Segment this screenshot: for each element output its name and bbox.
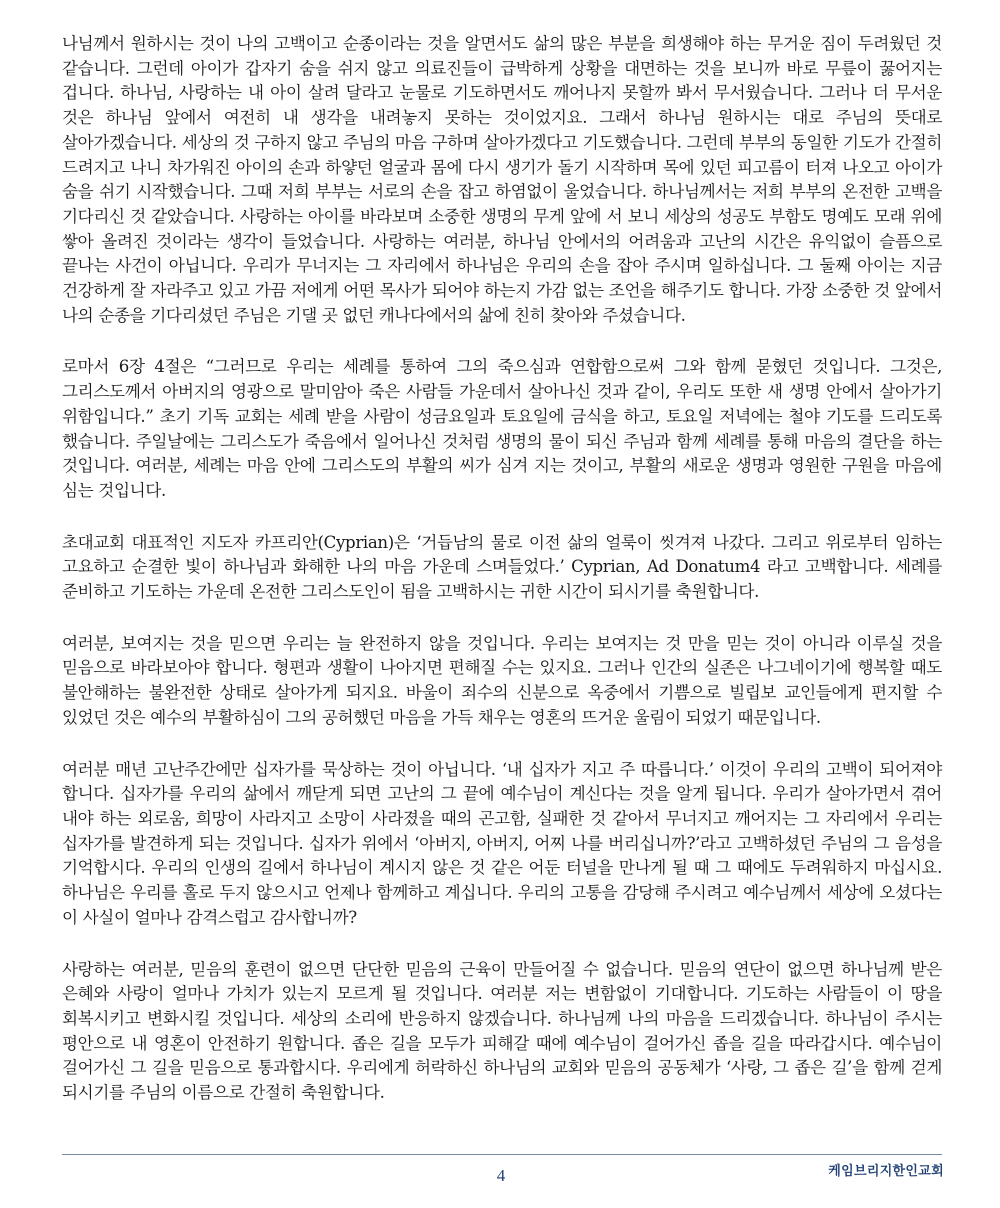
paragraph-2: 로마서 6장 4절은 “그러므로 우리는 세례를 통하여 그의 죽으심과 연합함으로써 그와 함께 묻혔던 것입니다. 그것은, 그리스도께서 아버지의 영광으로 말미암아 죽은 사람들 가운데서 살아나신 것과 같이, 우리도 또한 새 생명 안에서 살아가기 위함입니다.” 초기 기독 교회는 세례 받을 사람이 성금요일과 토요일에 금식을 하고, 토요일 저녁에는 철야 기도를 드리도록 했습니다. 주일날에는 그리스도가 죽음에서 일어나신 것처럼 생명의 물이 되신 주님과 함께 세례를 통해 마음의 결단을 하는 것입니다. 여러분, 세례는 마음 안에 그리스도의 부활의 씨가 심겨 지는 것이고, 부활의 새로운 생명과 영원한 구원을 마음에 심는 것입니다. [62,357,942,500]
paragraph-4: 여러분, 보여지는 것을 믿으면 우리는 늘 완전하지 않을 것입니다. 우리는 보여지는 것 만을 믿는 것이 아니라 이루실 것을 믿음으로 바라보아야 합니다. 형편과 생활이 나아지면 편해질 수는 있지요. 그러나 인간의 실존은 나그네이기에 행복할 때도 불안해하는 불완전한 상태로 살아가게 되지요. 바울이 죄수의 신분으로 옥중에서 기쁨으로 빌립보 교인들에게 편지할 수 있었던 것은 예수의 부활하심이 그의 공허했던 마음을 가득 채우는 영혼의 뜨거운 울림이 되었기 때문입니다. [62,633,942,727]
paragraph-3: 초대교회 대표적인 지도자 카프리안(Cyprian)은 ‘거듭남의 물로 이전 삶의 얼룩이 씻겨져 나갔다. 그리고 위로부터 임하는 고요하고 순결한 빛이 하나님과 화해한 나의 마음 가운데 스며들었다.’ Cyprian, Ad Donatum4 라고 고백합니다. 세례를 준비하고 기도하는 가운데 온전한 그리스도인이 됨을 고백하시는 귀한 시간이 되시기를 축원합니다. [62,532,942,602]
church-name: 케임브리지한인교회 [828,1164,944,1179]
paragraph-6: 사랑하는 여러분, 믿음의 훈련이 없으면 단단한 믿음의 근육이 만들어질 수 없습니다. 믿음의 연단이 없으면 하나님께 받은 은혜와 사랑이 얼마나 가치가 있는지 모르게 될 것입니다. 여러분 저는 변함없이 기대합니다. 기도하는 사람들이 이 땅을 회복시키고 변화시킬 것입니다. 세상의 소리에 반응하지 않겠습니다. 하나님께 나의 마음을 드리겠습니다. 하나님이 주시는 평안으로 내 영혼이 안전하기 원합니다. 좁은 길을 모두가 피해갈 때에 예수님이 걸어가신 좁을 길을 따라갑시다. 예수님이 걸어가신 그 길을 믿음으로 통과합시다. 우리에게 허락하신 하나님의 교회와 믿음의 공동체가 ‘사랑, 그 좁은 길’을 함께 걷게 되시기를 주님의 이름으로 간절히 축원합니다. [62,959,942,1103]
document-body [62,32,942,1106]
page-number: 4 [496,1166,506,1185]
footer-divider [62,1154,942,1155]
paragraph-1: 나님께서 원하시는 것이 나의 고백이고 순종이라는 것을 알면서도 삶의 많은 부분을 희생해야 하는 무거운 짐이 두려웠던 것 같습니다. 그런데 아이가 갑자기 숨을 쉬지 않고 의료진들이 급박하게 상황을 대면하는 것을 보니까 바로 무릎이 꿇어지는 겁니다. 하나님, 사랑하는 내 아이 살려 달라고 눈물로 기도하면서도 깨어나지 못할까 봐서 무서웠습니다. 그러나 더 무서운 것은 하나님 앞에서 여전히 내 생각을 내려놓지 못하는 것이었지요. 그래서 하나님 원하시는 대로 주님의 뜻대로 살아가겠습니다. 세상의 것 구하지 않고 주님의 마음 구하며 살아가겠다고 기도했습니다. 그런데 부부의 동일한 기도가 간절히 드려지고 나니 차가워진 아이의 손과 하얗던 얼굴과 몸에 다시 생기가 돌기 시작하며 목에 있던 피고름이 터져 나오고 아이가 숨을 쉬기 시작했습니다. 그때 저희 부부는 서로의 손을 잡고 하염없이 울었습니다. 하나님께서는 저희 부부의 온전한 고백을 기다리신 것 같았습니다. 사랑하는 아이를 바라보며 소중한 생명의 무게 앞에 서 보니 세상의 성공도 부함도 명예도 모래 위에 쌓아 올려진 것이라는 생각이 들었습니다. 사랑하는 여러분, 하나님 안에서의 어려움과 고난의 시간은 유익없이 슬픔으로 끝나는 사건이 아닙니다. 우리가 무너지는 그 자리에서 하나님은 우리의 손을 잡아 주시며 일하십니다. 그 둘째 아이는 지금 건강하게 잘 자라주고 있고 가끔 저에게 어떤 목사가 되어야 하는지 가감 없는 조언을 해주기도 합니다. 가장 소중한 것 앞에서 나의 순종을 기다리셨던 주님은 기댈 곳 없던 캐나다에서의 삶에 친히 찾아와 주셨습니다. [62,34,942,325]
paragraph-5: 여러분 매년 고난주간에만 십자가를 묵상하는 것이 아닙니다. ‘내 십자가 지고 주 따릅니다.’ 이것이 우리의 고백이 되어져야 합니다. 십자가를 우리의 삶에서 깨닫게 되면 고난의 그 끝에 예수님이 계신다는 것을 알게 됩니다. 우리가 살아가면서 겪어 내야 하는 외로움, 희망이 사라지고 소망이 사라졌을 때의 곤고함, 실패한 것 같아서 무너지고 깨어지는 그 자리에서 우리는 십자가를 발견하게 되는 것입니다. 십자가 위에서 ‘아버지, 아버지, 어찌 나를 버리십니까?’라고 고백하셨던 주님의 그 음성을 기억합시다. 우리의 인생의 길에서 하나님이 계시지 않은 것 같은 어둔 터널을 만나게 될 때 그 때에도 두려워하지 마십시요. 하나님은 우리를 홀로 두지 않으시고 언제나 함께하고 계십니다. 우리의 고통을 감당해 주시려고 예수님께서 세상에 오셨다는 이 사실이 얼마나 감격스럽고 감사합니까? [62,759,942,927]
